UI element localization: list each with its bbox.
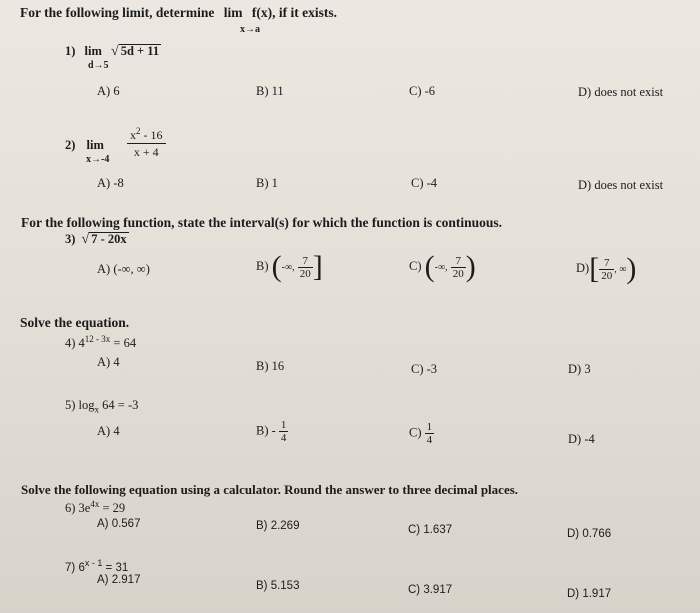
section-1-lim-sub: x→a <box>240 24 260 35</box>
q5-choice-b <box>256 419 288 444</box>
q6-choice-a: A) 0.567 <box>97 518 141 530</box>
q2-denominator: x + 4 <box>133 145 159 159</box>
q3-choice-b <box>256 250 323 283</box>
q5-choice-b-fraction: $\frac{1}{4}$ <box>280 419 287 444</box>
section-1-title: For the following limit, determine <box>20 5 215 20</box>
q3-choice-b-label: B) <box>256 258 269 273</box>
q6-exponent: 4x <box>90 499 100 509</box>
q4-choice-d: D) 3 <box>568 362 591 376</box>
q4-choice-b: B) 16 <box>256 359 285 373</box>
q5-choice-a: A) 4 <box>97 424 120 438</box>
q7-choice-b: B) 5.153 <box>256 580 300 592</box>
section-2-title: For the following function, state the interval(s) for which the function is continuous. <box>21 215 503 230</box>
q1-problem <box>65 44 161 60</box>
section-1-lim: lim <box>223 5 243 20</box>
q5-number: 5) <box>65 398 76 412</box>
q7-problem <box>65 558 128 574</box>
q3-choice-d-right-paren: ) <box>626 252 637 285</box>
q3-choice-c-left: -∞, <box>434 261 448 273</box>
q4-exponent: 12 - 3x <box>84 334 111 344</box>
q4-choice-c: C) -3 <box>411 362 438 376</box>
q6-number: 6) <box>65 501 76 516</box>
q5-problem <box>65 398 138 415</box>
q5-log: log <box>78 398 95 412</box>
q2-number: 2) <box>65 138 76 152</box>
q5-log-base: x <box>94 404 100 415</box>
q1-choice-d: D) does not exist <box>578 85 664 99</box>
q7-exponent: x - 1 <box>84 558 103 568</box>
q6-choice-b: B) 2.269 <box>256 520 300 532</box>
q2-choice-c: C) -4 <box>411 176 438 190</box>
q3-choice-b-left-paren: ( <box>271 250 282 283</box>
q3-problem <box>65 232 129 248</box>
q1-radical-sign: √ <box>111 44 119 59</box>
q2-lim: lim <box>86 138 104 152</box>
q2-choice-b: B) 1 <box>256 176 278 190</box>
q7-choice-a: A) 2.917 <box>97 574 141 586</box>
q5-choice-c-fraction: $\frac{1}{4}$ <box>426 421 433 446</box>
q6-choice-c: C) 1.637 <box>408 524 453 536</box>
q2-numerator: $x^2 - 16$ <box>127 124 166 144</box>
q1-choice-a: A) 6 <box>97 84 120 98</box>
q7-base: 6 <box>78 561 85 574</box>
q1-radicand: 5d + 11 <box>120 44 160 58</box>
section-1-fx: f(x), if it exists. <box>251 5 337 20</box>
q2-lim-sub: x→-4 <box>86 154 110 165</box>
q5-choice-b-label: B) - <box>256 423 276 438</box>
q4-number: 4) <box>65 336 76 351</box>
q2-number-lim <box>65 138 104 153</box>
q3-choice-c <box>409 250 476 283</box>
q4-problem <box>65 334 136 351</box>
q1-number: 1) <box>65 44 76 58</box>
q4-choice-a: A) 4 <box>97 355 120 369</box>
q3-choice-d-label: D) <box>576 260 590 275</box>
q7-choice-c: C) 3.917 <box>408 584 453 596</box>
q3-choice-c-right-paren: ) <box>465 250 476 283</box>
q3-choice-c-left-paren: ( <box>424 250 435 283</box>
section-1-heading <box>20 5 337 21</box>
q3-choice-d-right: , ∞ <box>614 263 627 275</box>
q7-choice-d: D) 1.917 <box>567 588 612 600</box>
q4-base: 4 <box>78 336 85 351</box>
q6-rhs: = 29 <box>99 501 126 516</box>
q5-choice-d: D) -4 <box>568 432 595 446</box>
q2-fraction <box>127 124 166 160</box>
q6-lhs: 3e <box>78 501 91 516</box>
q4-rhs: = 64 <box>110 336 137 351</box>
q7-number: 7) <box>65 561 76 574</box>
q3-choice-b-fraction: $\frac{7}{20}$ <box>299 254 311 280</box>
q2-choice-d: D) does not exist <box>578 178 664 192</box>
q6-choice-d: D) 0.766 <box>567 528 612 540</box>
q3-number: 3) <box>65 232 76 246</box>
q7-rhs: = 31 <box>102 561 129 574</box>
q3-choice-c-fraction: $\frac{7}{20}$ <box>452 254 464 280</box>
q3-radicand: 7 - 20x <box>91 232 127 246</box>
q3-choice-d-fraction: $\frac{7}{20}$ <box>601 256 613 282</box>
section-4-title: Solve the following equation using a calculator. Round the answer to three decimal places. <box>21 482 519 497</box>
q5-rhs: 64 = -3 <box>99 398 139 412</box>
q3-choice-c-label: C) <box>409 258 422 273</box>
q1-choice-b: B) 11 <box>256 84 284 98</box>
q3-choice-a: A) (-∞, ∞) <box>97 262 150 276</box>
q1-choice-c: C) -6 <box>409 84 436 98</box>
q6-problem <box>65 499 125 516</box>
q3-choice-d <box>576 252 637 285</box>
q3-choice-b-left: -∞, <box>281 261 295 273</box>
q1-lim: lim <box>84 44 102 58</box>
section-3-title: Solve the equation. <box>20 315 130 330</box>
q3-choice-d-left-bracket: [ <box>589 252 600 285</box>
q3-choice-b-right-bracket: ] <box>312 250 323 283</box>
q5-choice-c-label: C) <box>409 425 422 440</box>
q1-lim-sub: d→5 <box>88 60 109 71</box>
q2-choice-a: A) -8 <box>97 176 124 190</box>
q3-radical-sign: √ <box>81 232 90 247</box>
q5-choice-c <box>409 421 434 446</box>
